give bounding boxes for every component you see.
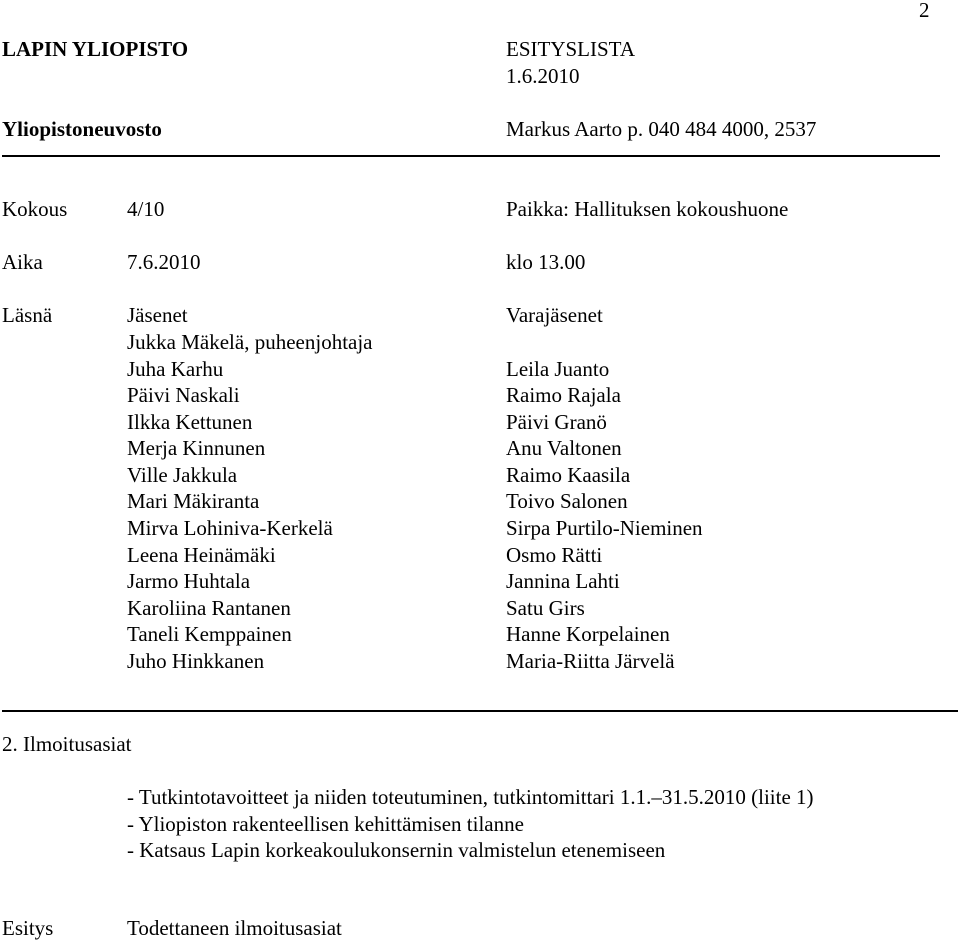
member-name: Juha Karhu [127,357,224,381]
members-heading: Jäsenet [127,303,188,327]
deputy-name: Osmo Rätti [506,543,603,567]
section-title: 2. Ilmoitusasiat [2,732,132,756]
governing-body: Yliopistoneuvosto [2,117,162,141]
member-name: Jarmo Huhtala [127,569,251,593]
deputy-name: Jannina Lahti [506,569,620,593]
meeting-time-label: Aika [2,250,43,274]
doc-type: ESITYSLISTA [506,37,635,61]
deputy-name: Leila Juanto [506,357,610,381]
deputy-name: Raimo Kaasila [506,463,631,487]
meeting-number: 4/10 [127,197,165,221]
meeting-place: Paikka: Hallituksen kokoushuone [506,197,789,221]
deputy-name: Hanne Korpelainen [506,622,670,646]
deputies-heading: Varajäsenet [506,303,603,327]
attendance-label: Läsnä [2,303,53,327]
announcement-item: - Katsaus Lapin korkeakoulukonsernin valmistelun etenemiseen [127,838,666,862]
proposal-label: Esitys [2,916,54,940]
member-name: Mirva Lohiniva-Kerkelä [127,516,333,540]
proposal-text: Todettaneen ilmoitusasiat [127,916,342,940]
doc-date: 1.6.2010 [506,64,580,88]
announcement-item: - Tutkintotavoitteet ja niiden toteutuminen, tutkintomittari 1.1.–31.5.2010 (liite 1) [127,785,814,809]
deputy-name: Toivo Salonen [506,489,628,513]
meeting-time: klo 13.00 [506,250,586,274]
section-rule [2,710,958,712]
member-name: Taneli Kemppainen [127,622,292,646]
meeting-date: 7.6.2010 [127,250,201,274]
meeting-number-label: Kokous [2,197,68,221]
deputy-name: Sirpa Purtilo-Nieminen [506,516,703,540]
member-name: Leena Heinämäki [127,543,276,567]
member-name: Karoliina Rantanen [127,596,291,620]
announcement-item: - Yliopiston rakenteellisen kehittämisen tilanne [127,812,524,836]
member-name: Jukka Mäkelä, puheenjohtaja [127,330,373,354]
org-name: LAPIN YLIOPISTO [2,37,189,61]
member-name: Ilkka Kettunen [127,410,253,434]
contact-info: Markus Aarto p. 040 484 4000, 2537 [506,117,817,141]
member-name: Merja Kinnunen [127,436,266,460]
member-name: Mari Mäkiranta [127,489,260,513]
deputy-name: Anu Valtonen [506,436,622,460]
page-number: 2 [919,0,930,22]
deputy-name: Raimo Rajala [506,383,621,407]
member-name: Päivi Naskali [127,383,240,407]
member-name: Juho Hinkkanen [127,649,265,673]
deputy-name: Maria-Riitta Järvelä [506,649,675,673]
header-rule [2,155,940,157]
deputy-name: Päivi Granö [506,410,607,434]
member-name: Ville Jakkula [127,463,238,487]
deputy-name: Satu Girs [506,596,585,620]
